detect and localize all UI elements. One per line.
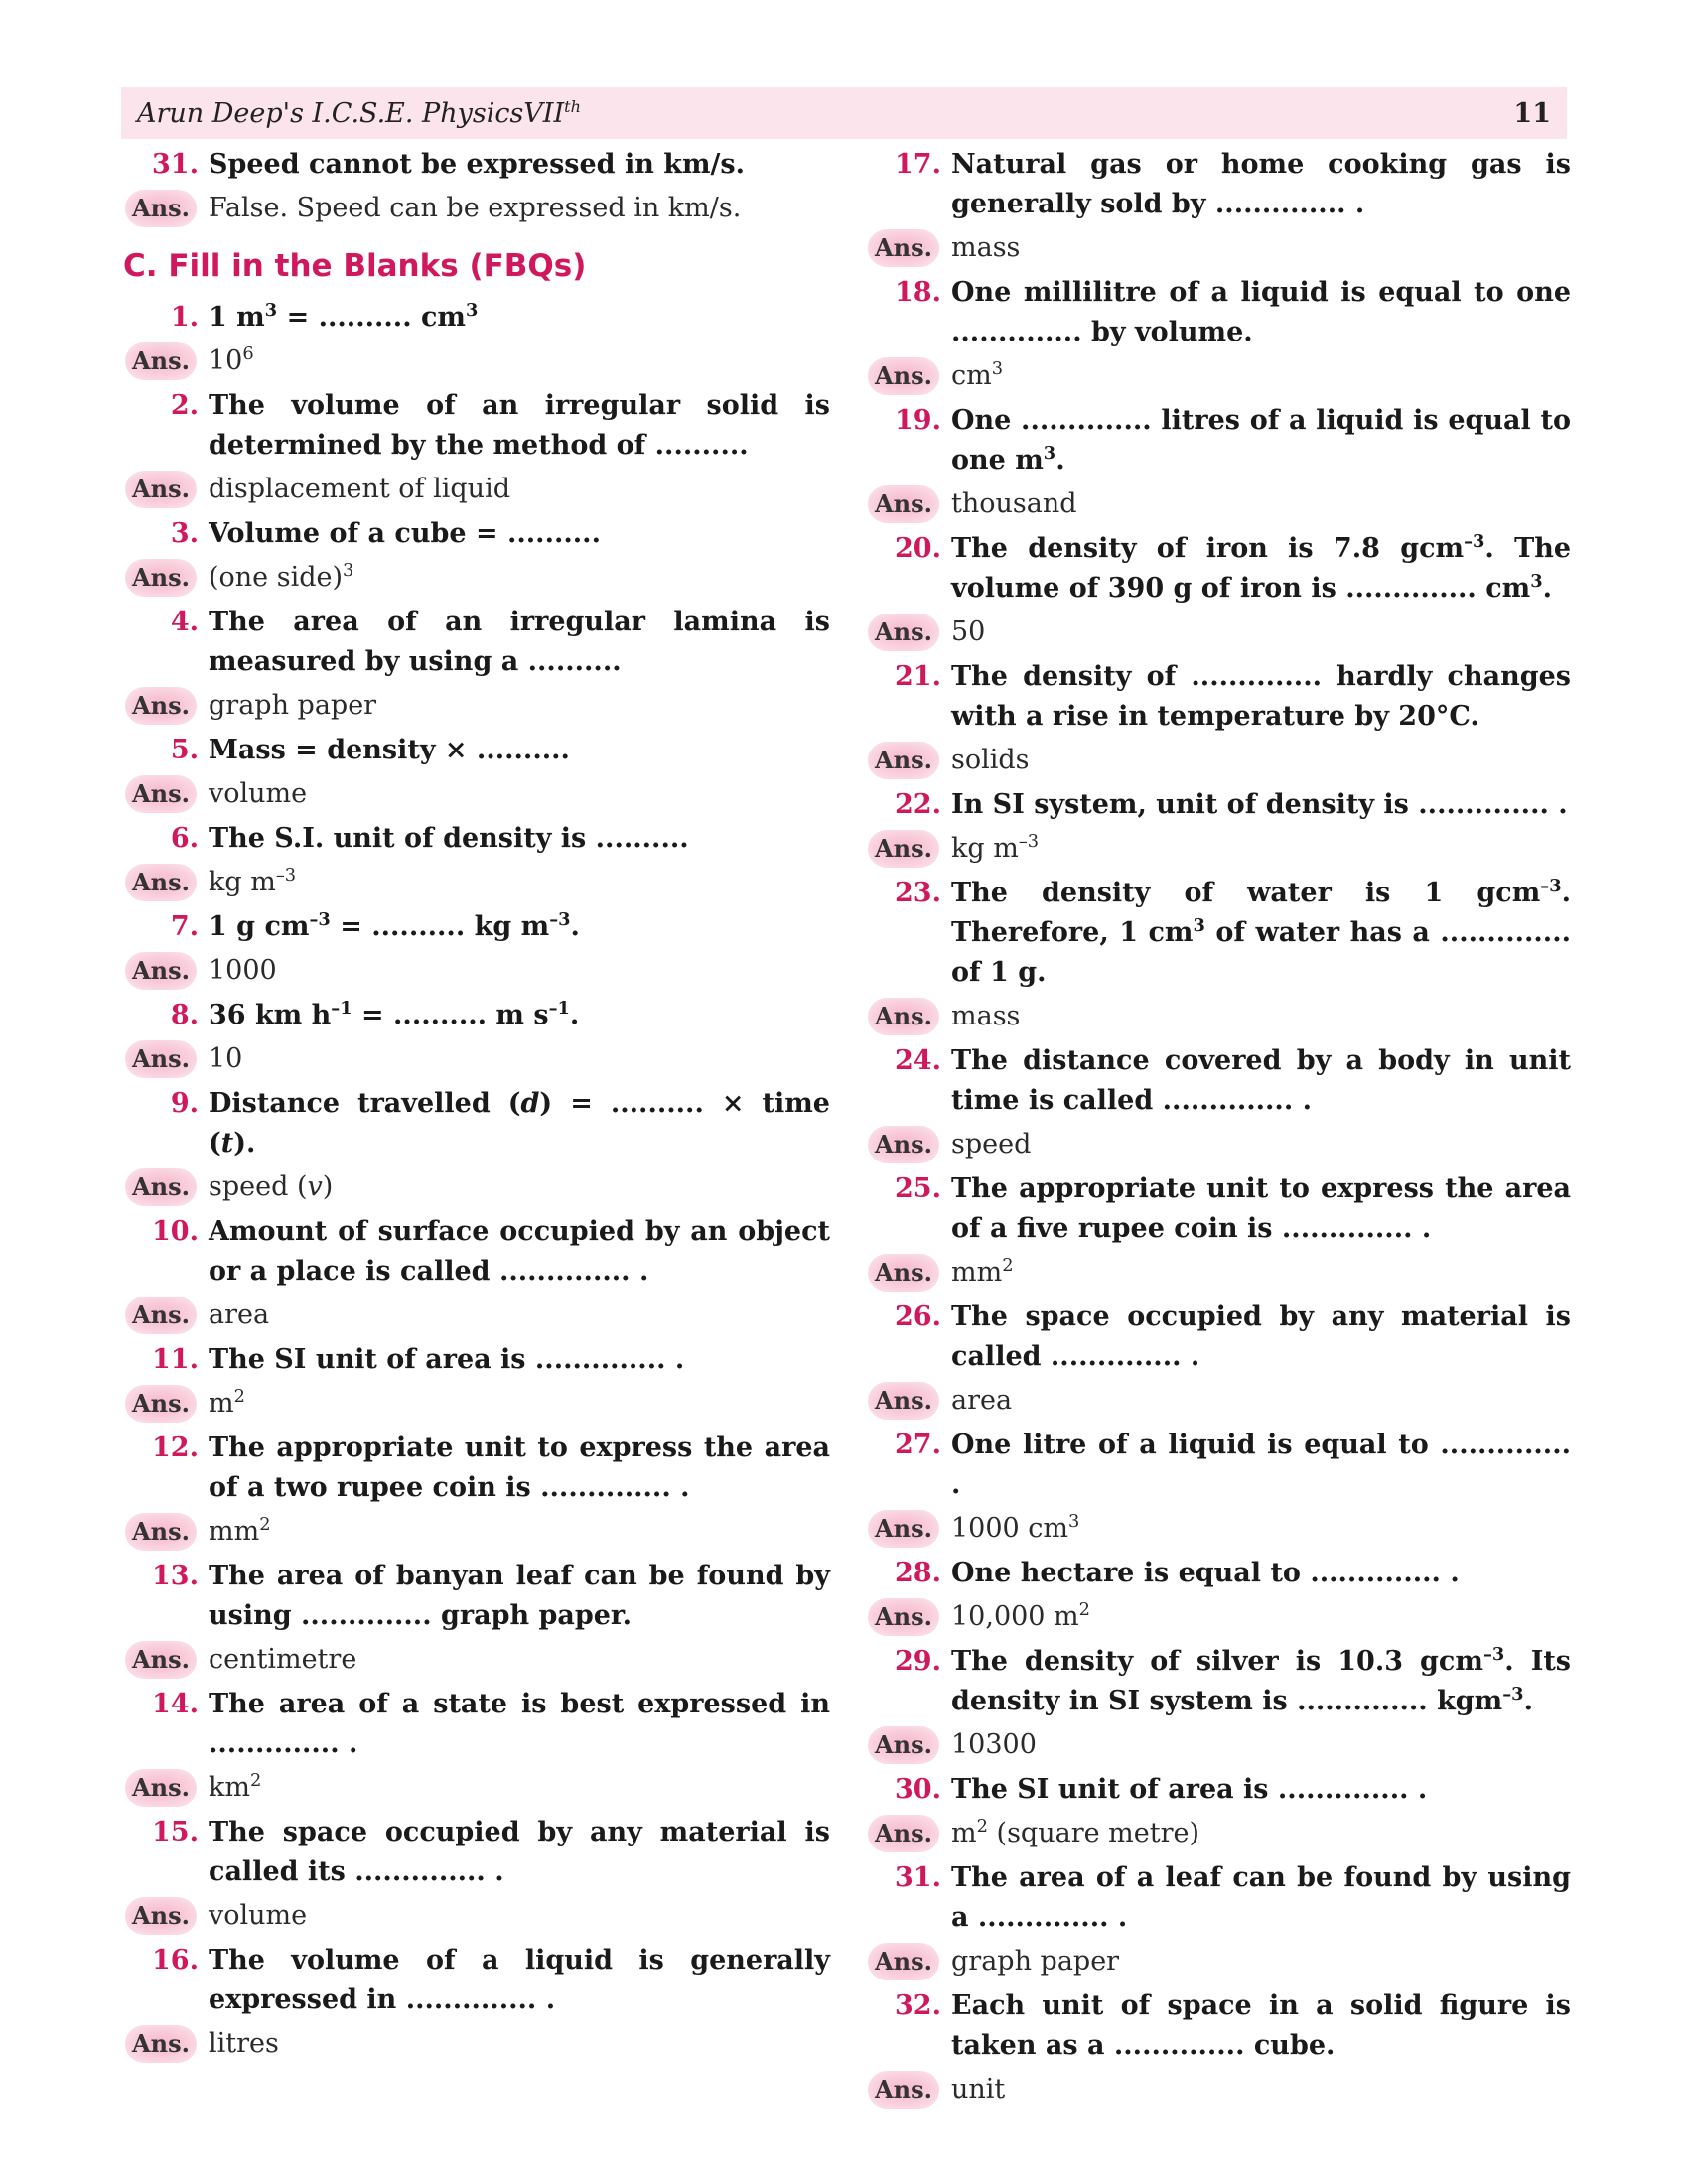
question-text: Natural gas or home cooking gas is generally sold by .............. .	[951, 149, 1571, 219]
answer-item	[864, 829, 1571, 869]
question-number: 27.	[895, 1430, 941, 1460]
question-text: The area of banyan leaf can be found by using .............. graph paper.	[209, 1561, 830, 1631]
answer-item	[121, 1296, 830, 1335]
answer-item	[864, 1942, 1571, 1981]
answer-item	[864, 1509, 1571, 1549]
answer-badge: Ans.	[125, 1769, 197, 1807]
answer-text: 1000	[209, 955, 277, 986]
answer-item	[121, 1039, 830, 1079]
answer-badge: Ans.	[868, 1382, 939, 1420]
answer-text: centimetre	[209, 1644, 357, 1675]
question-number: 23.	[895, 878, 941, 908]
answer-text: 50	[951, 616, 986, 647]
question-item	[864, 1986, 1571, 2066]
question-number: 17.	[895, 149, 941, 180]
answer-item	[864, 2070, 1571, 2110]
question-number: 8.	[170, 1000, 199, 1030]
answer-text: 10300	[951, 1729, 1037, 1760]
question-item	[864, 273, 1571, 352]
answer-item	[864, 997, 1571, 1036]
answer-badge: Ans.	[868, 485, 939, 523]
answer-item	[121, 774, 830, 814]
question-item	[121, 731, 830, 770]
question-item	[864, 1770, 1571, 1810]
question-text: Distance travelled (d) = .......... × time (t).	[209, 1088, 830, 1159]
question-item	[864, 1858, 1571, 1938]
question-item	[121, 1212, 830, 1292]
question-text: The distance covered by a body in unit time is called .............. .	[951, 1045, 1571, 1116]
question-number: 22.	[895, 789, 941, 820]
page-header	[121, 87, 1567, 139]
answer-badge: Ans.	[125, 687, 197, 725]
question-number: 21.	[895, 661, 941, 692]
question-item	[121, 819, 830, 859]
question-item	[121, 1429, 830, 1508]
answer-text: speed (v)	[209, 1171, 334, 1202]
question-text: The density of silver is 10.3 gcm$^{-3}$. Its density in SI system is .............. kgm$^{-3}$.	[951, 1644, 1572, 1716]
question-number: 5.	[170, 735, 199, 765]
question-item	[121, 298, 830, 338]
question-number: 25.	[895, 1173, 941, 1204]
question-number: 20.	[895, 533, 941, 564]
answer-text: $km^2$	[209, 1770, 262, 1803]
answer-text: area	[209, 1299, 270, 1330]
question-text: One .............. litres of a liquid is equal to one $m^3$.	[951, 405, 1571, 476]
answer-badge: Ans.	[868, 357, 939, 395]
question-text: The appropriate unit to express the area of a five rupee coin is .............. .	[951, 1173, 1571, 1244]
answer-item	[121, 863, 830, 902]
answer-item	[121, 1768, 830, 1808]
answer-item	[864, 228, 1571, 268]
answer-badge: Ans.	[868, 1510, 939, 1548]
answer-badge: Ans.	[868, 998, 939, 1035]
question-text: Speed cannot be expressed in km/s.	[209, 149, 745, 180]
answer-item	[864, 1381, 1571, 1421]
answer-text: 10,000 $m^2$	[951, 1599, 1091, 1632]
answer-text: area	[951, 1385, 1013, 1416]
question-text: The area of a state is best expressed in .............. .	[209, 1689, 830, 1759]
question-number: 7.	[170, 911, 199, 942]
answer-text: solids	[951, 745, 1030, 775]
answer-text: volume	[209, 1900, 308, 1931]
question-item	[864, 1297, 1571, 1377]
question-number: 10.	[152, 1216, 199, 1247]
answer-badge: Ans.	[125, 1897, 197, 1935]
answer-item	[864, 356, 1571, 396]
question-item	[864, 657, 1571, 737]
question-text: The density of iron is 7.8 gcm$^{-3}$. The volume of 390 g of iron is .............. $cm^3$.	[951, 531, 1572, 604]
question-number: 12.	[152, 1433, 199, 1463]
question-item	[121, 1084, 830, 1163]
question-item	[121, 514, 830, 554]
answer-badge: Ans.	[125, 775, 197, 813]
question-text: 36 km $h^{-1}$ = .......... m $s^{-1}$.	[209, 998, 580, 1030]
question-number: 13.	[152, 1561, 199, 1591]
question-text: One millilitre of a liquid is equal to one .............. by volume.	[951, 277, 1571, 347]
answer-text: graph paper	[209, 690, 377, 721]
answer-badge: Ans.	[868, 1126, 939, 1163]
answer-item	[864, 741, 1571, 780]
answer-text: thousand	[951, 488, 1077, 519]
answer-item	[121, 1512, 830, 1552]
answer-item	[121, 1384, 830, 1424]
question-number: 1.	[170, 302, 199, 333]
question-number: 30.	[895, 1774, 941, 1805]
answer-text: litres	[209, 2028, 279, 2059]
answer-item	[864, 1597, 1571, 1637]
question-item	[864, 1554, 1571, 1593]
question-text: One hectare is equal to .............. .	[951, 1558, 1460, 1588]
answer-badge: Ans.	[125, 1385, 197, 1423]
left-column	[121, 145, 830, 2069]
answer-badge: Ans.	[868, 830, 939, 868]
answer-text: $mm^2$	[209, 1514, 271, 1547]
answer-badge: Ans.	[125, 1297, 197, 1334]
question-text: In SI system, unit of density is .............. .	[951, 789, 1568, 820]
question-item	[864, 401, 1571, 480]
answer-badge: Ans.	[868, 229, 939, 267]
question-text: The S.I. unit of density is ..........	[209, 823, 689, 854]
answer-item	[864, 1253, 1571, 1293]
answer-badge: Ans.	[125, 952, 197, 990]
question-number: 15.	[152, 1817, 199, 1847]
question-text: The appropriate unit to express the area of a two rupee coin is .............. .	[209, 1433, 830, 1503]
question-item	[121, 1685, 830, 1764]
question-number: 11.	[152, 1344, 199, 1375]
question-text: The volume of an irregular solid is determined by the method of ..........	[209, 390, 830, 461]
answer-badge: Ans.	[125, 864, 197, 901]
question-text: The SI unit of area is .............. .	[951, 1774, 1428, 1805]
answer-item	[121, 558, 830, 598]
answer-badge: Ans.	[868, 1726, 939, 1764]
answer-badge: Ans.	[868, 742, 939, 779]
question-item	[121, 603, 830, 682]
answer-badge: Ans.	[125, 342, 197, 380]
question-number: 9.	[170, 1088, 199, 1119]
question-item	[121, 386, 830, 466]
question-number: 29.	[895, 1646, 941, 1677]
answer-text: graph paper	[951, 1946, 1120, 1977]
question-text: The space occupied by any material is called its .............. .	[209, 1817, 830, 1887]
answer-text: volume	[209, 778, 308, 809]
right-column	[864, 145, 1571, 2115]
answer-text: speed	[951, 1129, 1032, 1160]
answer-badge: Ans.	[125, 559, 197, 597]
answer-item	[864, 613, 1571, 652]
question-text: Each unit of space in a solid figure is taken as a .............. cube.	[951, 1990, 1571, 2061]
answer-badge: Ans.	[125, 190, 197, 227]
question-item	[121, 1557, 830, 1636]
question-text: The area of an irregular lamina is measured by using a ..........	[209, 607, 830, 677]
question-number: 6.	[170, 823, 199, 854]
question-item	[864, 1642, 1571, 1721]
answer-badge: Ans.	[125, 1641, 197, 1679]
question-item	[864, 529, 1571, 609]
answer-text: $cm^3$	[951, 358, 1004, 391]
question-text: 1 g $cm^{-3}$ = .......... kg $m^{-3}$.	[209, 909, 580, 942]
answer-text: displacement of liquid	[209, 474, 510, 504]
answer-badge: Ans.	[868, 1254, 939, 1292]
answer-text: kg $m^{-3}$	[951, 831, 1040, 864]
answer-text: 1000 $cm^3$	[951, 1511, 1080, 1544]
answer-badge: Ans.	[125, 471, 197, 508]
question-text: The space occupied by any material is called .............. .	[951, 1301, 1571, 1372]
answer-badge: Ans.	[125, 1513, 197, 1551]
answer-text: unit	[951, 2074, 1006, 2105]
question-number: 18.	[895, 277, 941, 308]
answer-item	[121, 1640, 830, 1680]
question-number: 32.	[895, 1990, 941, 2021]
answer-text: kg $m^{-3}$	[209, 865, 297, 897]
answer-text: False. Speed can be expressed in km/s.	[209, 193, 742, 223]
question-number: 16.	[152, 1945, 199, 1976]
question-item	[121, 145, 830, 185]
answer-badge: Ans.	[868, 1815, 939, 1852]
answer-badge: Ans.	[125, 2025, 197, 2063]
answer-text: 10	[209, 1043, 243, 1074]
question-item	[121, 1813, 830, 1892]
answer-badge: Ans.	[868, 614, 939, 651]
section-title: C. Fill in the Blanks (FBQs)	[123, 248, 587, 284]
question-item	[864, 145, 1571, 224]
answer-text: (one side)$^3$	[209, 560, 354, 593]
answer-text: $m^2$ (square metre)	[951, 1816, 1200, 1848]
answer-badge: Ans.	[868, 1943, 939, 1980]
page-number: 11	[1513, 97, 1551, 129]
answer-item	[121, 2024, 830, 2064]
answer-text: $mm^2$	[951, 1255, 1014, 1288]
question-item	[121, 1340, 830, 1380]
question-number: 31.	[152, 149, 199, 180]
answer-item	[864, 1725, 1571, 1765]
answer-item	[121, 470, 830, 509]
question-item	[864, 785, 1571, 825]
question-number: 3.	[170, 518, 199, 549]
answer-text: $m^2$	[209, 1386, 245, 1419]
answer-badge: Ans.	[125, 1040, 197, 1078]
question-item	[121, 1941, 830, 2020]
answer-item	[121, 189, 830, 228]
question-text: The area of a leaf can be found by using a .............. .	[951, 1862, 1571, 1933]
question-number: 28.	[895, 1558, 941, 1588]
question-item	[864, 874, 1571, 993]
answer-item	[864, 1814, 1571, 1853]
question-item	[864, 1426, 1571, 1505]
question-number: 24.	[895, 1045, 941, 1076]
question-text: The SI unit of area is .............. .	[209, 1344, 685, 1375]
question-number: 4.	[170, 607, 199, 637]
book-title: Arun Deep's I.C.S.E. PhysicsVII$^{th}$	[137, 96, 581, 129]
question-number: 26.	[895, 1301, 941, 1332]
question-text: The volume of a liquid is generally expressed in .............. .	[209, 1945, 830, 2015]
answer-item	[864, 484, 1571, 524]
question-item	[121, 907, 830, 947]
answer-badge: Ans.	[125, 1168, 197, 1206]
answer-item	[121, 341, 830, 381]
answer-text: mass	[951, 1001, 1021, 1031]
answer-text: mass	[951, 232, 1021, 263]
question-text: 1 $m^3$ = .......... $cm^3$	[209, 300, 479, 333]
question-item	[121, 996, 830, 1035]
answer-item	[121, 686, 830, 726]
answer-item	[121, 951, 830, 991]
answer-item	[121, 1896, 830, 1936]
question-number: 2.	[170, 390, 199, 421]
question-item	[864, 1041, 1571, 1121]
question-number: 19.	[895, 405, 941, 436]
answer-badge: Ans.	[868, 1598, 939, 1636]
question-text: Amount of surface occupied by an object or a place is called .............. .	[209, 1216, 830, 1287]
question-number: 14.	[152, 1689, 199, 1719]
question-item	[864, 1169, 1571, 1249]
answer-item	[121, 1167, 830, 1207]
answer-badge: Ans.	[868, 2071, 939, 2109]
question-number: 31.	[895, 1862, 941, 1893]
answer-item	[864, 1125, 1571, 1164]
question-text: The density of water is 1 gcm$^{-3}$. Therefore, 1 $cm^3$ of water has a .............. of 1 g.	[951, 876, 1571, 988]
question-text: The density of .............. hardly changes with a rise in temperature by 20°C.	[951, 661, 1571, 732]
question-text: Mass = density × ..........	[209, 735, 570, 765]
answer-text: $10^6$	[209, 343, 254, 376]
question-text: One litre of a liquid is equal to .............. .	[951, 1430, 1571, 1500]
question-text: Volume of a cube = ..........	[209, 518, 601, 549]
